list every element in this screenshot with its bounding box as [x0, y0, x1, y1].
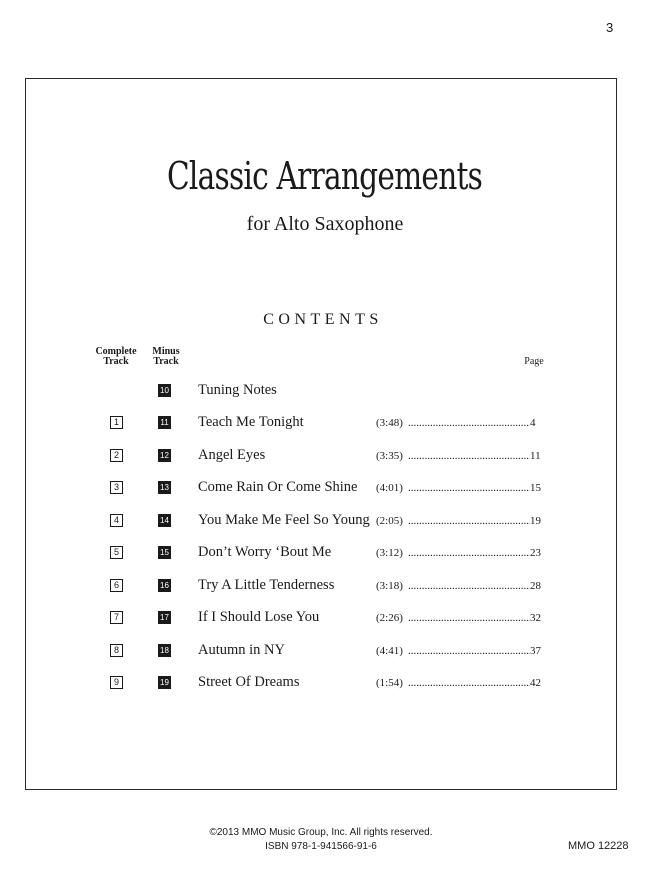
song-title: Angel Eyes: [198, 447, 266, 463]
table-row: [0, 544, 650, 566]
contents-heading: CONTENTS: [263, 311, 383, 328]
song-duration: (3:48): [376, 417, 403, 429]
song-page: 32: [530, 612, 541, 624]
minus-track-badge: 10: [158, 384, 171, 397]
table-row: [0, 577, 650, 599]
song-duration: (3:12): [376, 547, 403, 559]
tuning-row: [0, 382, 650, 404]
minus-track-badge: 12: [158, 449, 171, 462]
song-duration: (2:05): [376, 515, 403, 527]
dot-leader: [408, 450, 530, 462]
catalog-number: MMO 12228: [568, 840, 629, 852]
table-row: [0, 674, 650, 696]
dot-leader: [408, 482, 530, 494]
isbn: ISBN 978-1-941566-91-6: [265, 841, 377, 852]
complete-track-box: 4: [110, 514, 123, 527]
dot-leader: [408, 645, 530, 657]
dot-leader: [408, 417, 530, 429]
song-title: Don’t Worry ‘Bout Me: [198, 544, 332, 560]
page-number: 3: [606, 20, 614, 35]
table-row: [0, 512, 650, 534]
song-title: If I Should Lose You: [198, 609, 320, 625]
minus-track-badge: 19: [158, 676, 171, 689]
column-header-page: Page: [524, 356, 544, 367]
complete-track-box: 6: [110, 579, 123, 592]
complete-track-box: 2: [110, 449, 123, 462]
song-title: Autumn in NY: [198, 642, 285, 658]
song-page: 15: [530, 482, 541, 494]
song-duration: (1:54): [376, 677, 403, 689]
table-row: [0, 447, 650, 469]
minus-track-badge: 16: [158, 579, 171, 592]
minus-track-badge: 11: [158, 416, 171, 429]
song-page: 42: [530, 677, 541, 689]
book-subtitle: for Alto Saxophone: [246, 213, 404, 235]
minus-track-badge: 17: [158, 611, 171, 624]
song-duration: (4:01): [376, 482, 403, 494]
minus-track-badge: 18: [158, 644, 171, 657]
song-title: Come Rain Or Come Shine: [198, 479, 358, 495]
table-row: [0, 479, 650, 501]
song-page: 37: [530, 645, 541, 657]
complete-track-box: 3: [110, 481, 123, 494]
copyright-notice: ©2013 MMO Music Group, Inc. All rights reserved.: [209, 827, 433, 838]
minus-track-badge: 14: [158, 514, 171, 527]
song-page: 11: [530, 450, 541, 462]
song-title: Street Of Dreams: [198, 674, 300, 690]
complete-track-box: 9: [110, 676, 123, 689]
song-duration: (4:41): [376, 645, 403, 657]
song-duration: (2:26): [376, 612, 403, 624]
song-page: 23: [530, 547, 541, 559]
minus-track-badge: 15: [158, 546, 171, 559]
complete-track-box: 7: [110, 611, 123, 624]
dot-leader: [408, 580, 530, 592]
dot-leader: [408, 547, 530, 559]
book-title: Classic Arrangements: [167, 154, 483, 198]
song-title: Try A Little Tenderness: [198, 577, 335, 593]
table-row: [0, 642, 650, 664]
dot-leader: [408, 677, 530, 689]
dot-leader: [408, 612, 530, 624]
table-row: [0, 609, 650, 631]
song-title: You Make Me Feel So Young: [198, 512, 370, 528]
table-row: [0, 414, 650, 436]
column-header-complete-track: Complete Track: [95, 346, 137, 367]
column-header-minus-track: Minus Track: [152, 346, 180, 367]
song-duration: (3:35): [376, 450, 403, 462]
song-page: 4: [530, 417, 536, 429]
complete-track-box: 1: [110, 416, 123, 429]
complete-track-box: 5: [110, 546, 123, 559]
song-page: 19: [530, 515, 541, 527]
song-page: 28: [530, 580, 541, 592]
song-title: Tuning Notes: [198, 382, 277, 398]
song-duration: (3:18): [376, 580, 403, 592]
song-title: Teach Me Tonight: [198, 414, 304, 430]
minus-track-badge: 13: [158, 481, 171, 494]
complete-track-box: 8: [110, 644, 123, 657]
dot-leader: [408, 515, 530, 527]
